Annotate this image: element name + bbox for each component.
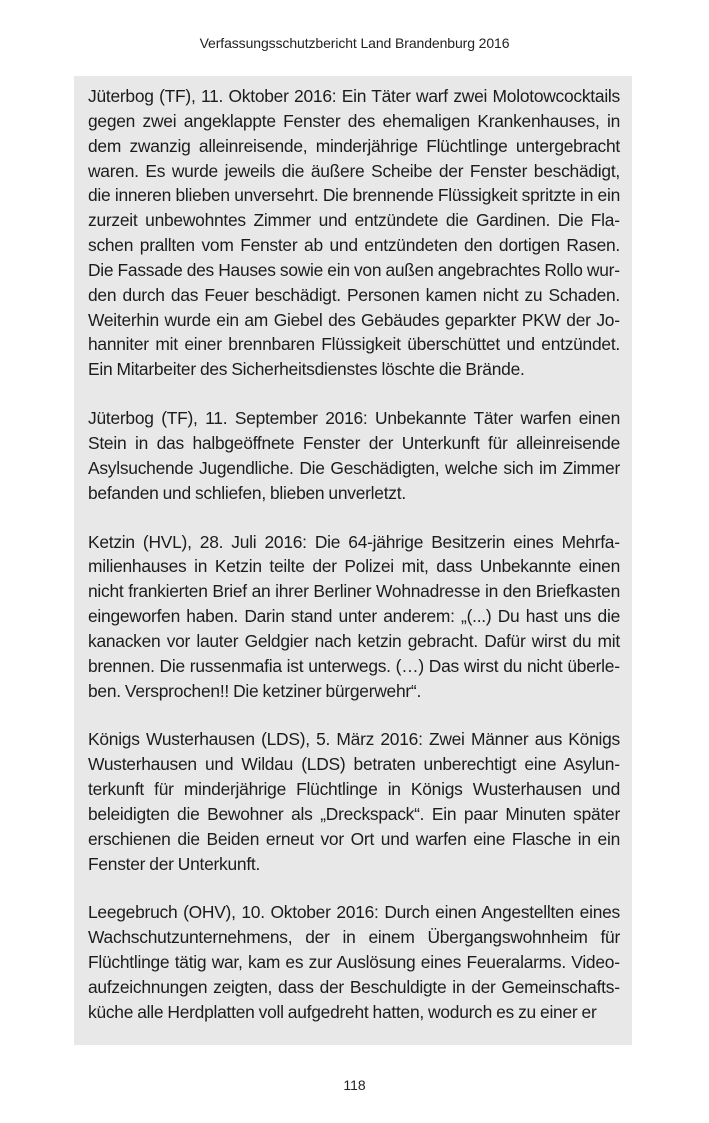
incident-box [74,76,632,1045]
incident-entry-leegebruch: Leegebruch (OHV), 10. Oktober 2016: Durch einen Angestellten eines Wachschutzunternehmens, der in einem Übergangswohnheim für Flüchtlinge tätig war, kam es zur Auslösung eines Feueralarms. Videoaufzeichnungen zeigten, dass der Beschuldigte in der Gemeinschaftsküche alle Herdplatten voll aufgedreht hatten, wodurch es zu einer er [88,902,620,1022]
incident-entry-jueterbog-september: Jüterbog (TF), 11. September 2016: Unbekannte Täter warfen einen Stein in das halbgeöffnete Fenster der Unterkunft für alleinreisende Asylsuchende Jugendliche. Die Geschädigten, welche sich im Zimmer befanden und schliefen, blieben unverletzt. [88,408,620,503]
incident-entry-koenigs-wusterhausen: Königs Wusterhausen (LDS), 5. März 2016: Zwei Männer aus Königs Wusterhausen und Wildau (LDS) betraten unberechtigt eine Asylunterkunft für minderjährige Flüchtlinge in Königs Wusterhausen und beleidigten die Bewohner als „Dreckspack“. Ein paar Minuten später erschienen die Beiden erneut vor Ort und warfen eine Flasche in ein Fenster der Unterkunft. [88,729,620,874]
page-number: 118 [343,1077,366,1093]
running-header: Verfassungsschutzbericht Land Brandenburg 2016 [199,35,510,51]
incident-entry-ketzin: Ketzin (HVL), 28. Juli 2016: Die 64-jährige Besitzerin eines Mehrfamilienhauses in Ketzin teilte der Polizei mit, dass Unbekannte einen nicht frankierten Brief an ihrer Berliner Wohnadresse in den Briefkasten eingeworfen haben. Darin stand unter anderem: „(...) Du hast uns die kanacken vor lauter Geldgier nach ketzin gebracht. Dafür wirst du mit brennen. Die russenmafia ist unterwegs. (…) Das wirst du nicht überleben. Versprochen!! Die ketziner bürgerwehr“. [88,531,620,701]
incident-entry-jueterbog-oktober: Jüterbog (TF), 11. Oktober 2016: Ein Täter warf zwei Molotowcocktails gegen zwei angeklappte Fenster des ehemaligen Krankenhauses, in dem zwanzig alleinreisende, minderjährige Flüchtlinge untergebracht waren. Es wurde jeweils die äußere Scheibe der Fenster beschädigt, die inneren blieben unversehrt. Die brennende Flüssigkeit spritzte in ein zurzeit unbewohntes Zimmer und entzündete die Gardinen. Die Flaschen prallten vom Fenster ab und entzündeten den dortigen Rasen. Die Fassade des Hauses sowie ein von außen angebrachtes Rollo wurden durch das Feuer beschädigt. Personen kamen nicht zu Schaden. Weiterhin wurde ein am Giebel des Gebäudes geparkter PKW der Johanniter mit einer brennbaren Flüssigkeit überschüttet und entzündet. Ein Mitarbeiter des Sicherheitsdienstes löschte die Brände. [88,86,620,380]
